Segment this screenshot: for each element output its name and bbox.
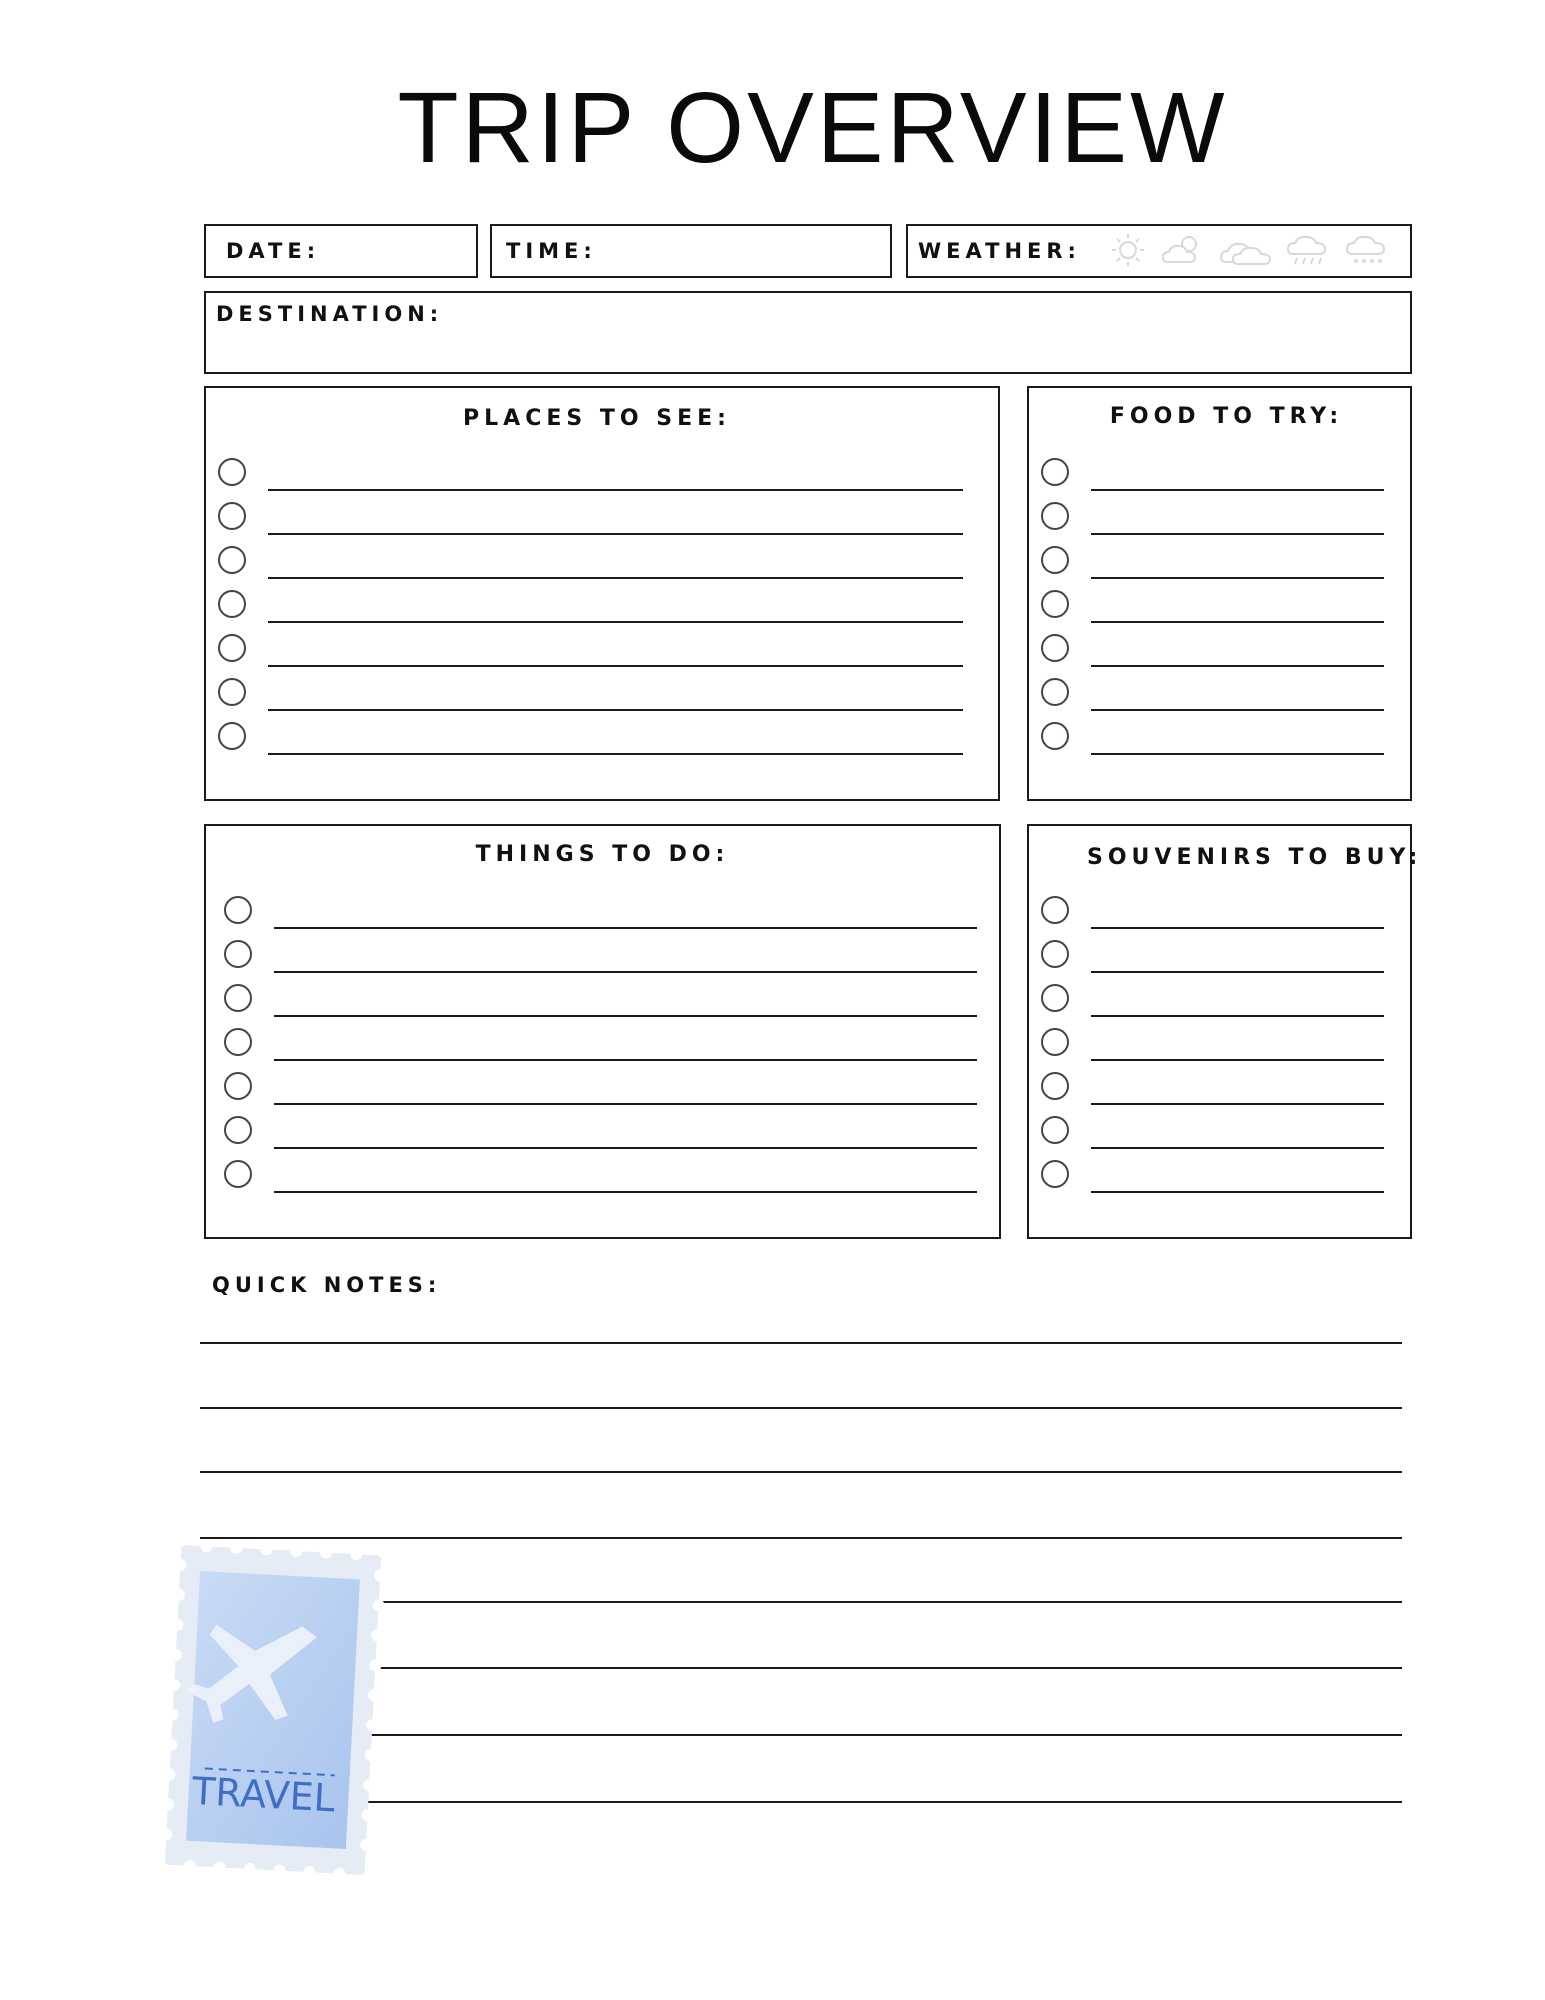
checkbox-circle[interactable]: [1041, 1116, 1069, 1144]
cloudy-icon[interactable]: [1218, 232, 1274, 268]
quick-notes-title: QUICK NOTES:: [212, 1273, 442, 1297]
write-in-line[interactable]: [274, 927, 977, 929]
checkbox-circle[interactable]: [1041, 458, 1069, 486]
things-to-do-section: [204, 824, 1001, 1239]
write-in-line[interactable]: [1091, 621, 1384, 623]
checkbox-circle[interactable]: [1041, 722, 1069, 750]
write-in-line[interactable]: [1091, 971, 1384, 973]
checkbox-circle[interactable]: [1041, 1072, 1069, 1100]
checklist-item: [1041, 940, 1384, 974]
note-line[interactable]: [200, 1407, 1402, 1409]
write-in-line[interactable]: [1091, 577, 1384, 579]
checkbox-circle[interactable]: [1041, 984, 1069, 1012]
write-in-line[interactable]: [268, 753, 963, 755]
checklist-item: [224, 1160, 977, 1194]
note-line[interactable]: [200, 1537, 1402, 1539]
time-field[interactable]: [490, 224, 892, 278]
checklist-item: [224, 896, 977, 930]
write-in-line[interactable]: [1091, 709, 1384, 711]
write-in-line[interactable]: [1091, 1103, 1384, 1105]
checkbox-circle[interactable]: [224, 1072, 252, 1100]
note-line[interactable]: [200, 1342, 1402, 1344]
write-in-line[interactable]: [268, 621, 963, 623]
checklist-item: [218, 634, 963, 668]
checklist-item: [224, 984, 977, 1018]
page-title: TRIP OVERVIEW: [397, 72, 1228, 184]
things-to-do-title: THINGS TO DO:: [475, 842, 730, 867]
write-in-line[interactable]: [268, 665, 963, 667]
stamp-text: TRAVEL: [191, 1768, 337, 1821]
checkbox-circle[interactable]: [1041, 502, 1069, 530]
write-in-line[interactable]: [268, 577, 963, 579]
checkbox-circle[interactable]: [218, 590, 246, 618]
checkbox-circle[interactable]: [1041, 896, 1069, 924]
checkbox-circle[interactable]: [1041, 590, 1069, 618]
write-in-line[interactable]: [1091, 665, 1384, 667]
checkbox-circle[interactable]: [218, 722, 246, 750]
checkbox-circle[interactable]: [224, 940, 252, 968]
checkbox-circle[interactable]: [224, 984, 252, 1012]
time-label: TIME:: [506, 239, 597, 263]
checkbox-circle[interactable]: [218, 634, 246, 662]
checklist-item: [224, 1116, 977, 1150]
write-in-line[interactable]: [1091, 1191, 1384, 1193]
checklist-item: [1041, 1160, 1384, 1194]
checklist-item: [1041, 984, 1384, 1018]
checklist-item: [224, 940, 977, 974]
write-in-line[interactable]: [268, 489, 963, 491]
checklist-item: [1041, 546, 1384, 580]
places-to-see-title: PLACES TO SEE:: [463, 406, 731, 431]
sun-icon[interactable]: [1108, 232, 1148, 268]
checkbox-circle[interactable]: [218, 678, 246, 706]
checklist-item: [1041, 896, 1384, 930]
food-to-try-title: FOOD TO TRY:: [1109, 404, 1344, 429]
write-in-line[interactable]: [1091, 1059, 1384, 1061]
checklist-item: [1041, 678, 1384, 712]
souvenirs-to-buy-title: SOUVENIRS TO BUY:: [1087, 845, 1423, 870]
checklist-item: [224, 1072, 977, 1106]
write-in-line[interactable]: [1091, 533, 1384, 535]
write-in-line[interactable]: [274, 1147, 977, 1149]
checklist-item: [1041, 502, 1384, 536]
write-in-line[interactable]: [274, 1103, 977, 1105]
date-field[interactable]: [204, 224, 478, 278]
write-in-line[interactable]: [274, 971, 977, 973]
checklist-item: [1041, 1028, 1384, 1062]
places-to-see-section: [204, 386, 1000, 801]
checklist-item: [1041, 634, 1384, 668]
write-in-line[interactable]: [1091, 927, 1384, 929]
checklist-item: [1041, 590, 1384, 624]
checklist-item: [218, 546, 963, 580]
travel-stamp-image: [148, 1540, 398, 1880]
checkbox-circle[interactable]: [1041, 940, 1069, 968]
weather-label: WEATHER:: [918, 239, 1081, 263]
checkbox-circle[interactable]: [224, 896, 252, 924]
checklist-item: [1041, 722, 1384, 756]
checkbox-circle[interactable]: [224, 1116, 252, 1144]
checkbox-circle[interactable]: [1041, 546, 1069, 574]
checkbox-circle[interactable]: [218, 546, 246, 574]
write-in-line[interactable]: [1091, 1015, 1384, 1017]
note-line[interactable]: [200, 1471, 1402, 1473]
date-label: DATE:: [226, 239, 321, 263]
food-to-try-section: [1027, 386, 1412, 801]
partly-sunny-icon[interactable]: [1159, 232, 1207, 268]
write-in-line[interactable]: [268, 533, 963, 535]
write-in-line[interactable]: [1091, 753, 1384, 755]
checkbox-circle[interactable]: [1041, 1028, 1069, 1056]
write-in-line[interactable]: [1091, 1147, 1384, 1149]
write-in-line[interactable]: [274, 1191, 977, 1193]
destination-field[interactable]: [204, 291, 1412, 374]
checklist-item: [218, 678, 963, 712]
checklist-item: [218, 722, 963, 756]
souvenirs-to-buy-section: [1027, 824, 1423, 1239]
write-in-line[interactable]: [274, 1059, 977, 1061]
destination-label: DESTINATION:: [216, 302, 444, 326]
checkbox-circle[interactable]: [218, 458, 246, 486]
checklist-item: [1041, 1116, 1384, 1150]
checklist-item: [218, 590, 963, 624]
checkbox-circle[interactable]: [1041, 678, 1069, 706]
checklist-item: [1041, 458, 1384, 492]
checklist-item: [218, 502, 963, 536]
rain-icon[interactable]: [1285, 232, 1333, 268]
checklist-item: [218, 458, 963, 492]
checkbox-circle[interactable]: [1041, 634, 1069, 662]
checklist-item: [1041, 1072, 1384, 1106]
write-in-line[interactable]: [1091, 489, 1384, 491]
snow-icon[interactable]: [1344, 232, 1392, 268]
write-in-line[interactable]: [274, 1015, 977, 1017]
checklist-item: [224, 1028, 977, 1062]
weather-field[interactable]: [906, 224, 1412, 278]
write-in-line[interactable]: [268, 709, 963, 711]
checkbox-circle[interactable]: [224, 1028, 252, 1056]
weather-icon-row: [1108, 232, 1398, 268]
checkbox-circle[interactable]: [218, 502, 246, 530]
checkbox-circle[interactable]: [1041, 1160, 1069, 1188]
checkbox-circle[interactable]: [224, 1160, 252, 1188]
